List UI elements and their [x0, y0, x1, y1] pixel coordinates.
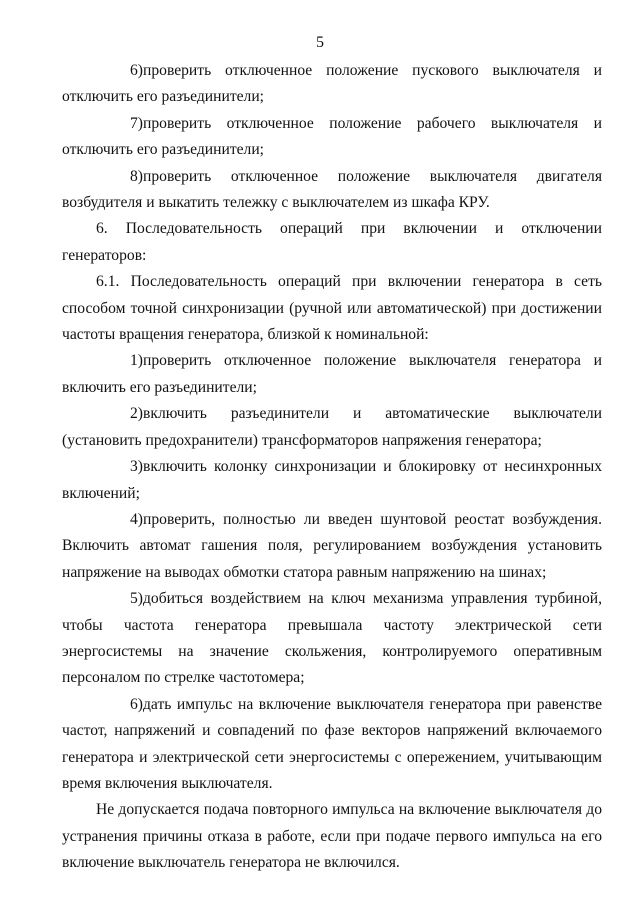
closing-paragraph: Не допускается подача повторного импульса на включение выключателя до устранения причины отказа в работе, если при подаче первого импульса на его включение выключатель генератора не включился.	[62, 801, 602, 872]
list-item-number: 5)	[130, 590, 143, 608]
list-item-2-voltage-transformers	[62, 401, 602, 454]
list-item-text: проверить отключенное положение пускового выключателя и отключить его разъединители;	[62, 62, 602, 106]
list-item-5-turbine-control	[62, 586, 602, 692]
list-item-1-generator-breaker	[62, 348, 602, 401]
list-item-3-synchronization	[62, 454, 602, 507]
list-item-8-exciter-breaker	[62, 164, 602, 217]
list-item-6-starting-breaker	[62, 58, 602, 111]
list-item-text: добиться воздействием на ключ механизма управления турбиной, чтобы частота генератора превышала частоту электрической сети энергосистемы на значение скольжения, контролируемого оперативным персоналом по стрелке частотомера;	[62, 590, 602, 687]
list-item-4-rheostat	[62, 507, 602, 586]
section-6-1-paragraph: 6.1. Последовательность операций при включении генератора в сеть способом точной синхронизации (ручной или автоматической) при достижении частоты вращения генератора, близкой к номинальной:	[62, 273, 602, 344]
list-item-6-switch-on-impulse	[62, 692, 602, 798]
list-item-text: дать импульс на включение выключателя генератора при равенстве частот, напряжений и совпадений по фазе векторов напряжений включаемого генератора и электрической сети энергосистемы с опережением, учитывающим время включения выключателя.	[62, 695, 602, 792]
document-body	[62, 58, 602, 877]
list-item-7-working-breaker	[62, 111, 602, 164]
list-item-text: проверить отключенное положение рабочего выключателя и отключить его разъединители;	[62, 114, 602, 159]
list-item-text: включить колонку синхронизации и блокировку от несинхронных включений;	[62, 458, 602, 502]
list-item-number: 6)	[130, 695, 143, 713]
section-6-heading: 6. Последовательность операций при включении и отключении генераторов:	[62, 220, 602, 264]
list-item-text: проверить отключенное положение выключателя генератора и включить его разъединители;	[62, 352, 602, 396]
page-number: 5	[316, 34, 324, 51]
list-item-number: 8)	[130, 167, 143, 185]
list-item-number: 4)	[130, 510, 143, 528]
list-item-number: 6)	[130, 62, 143, 79]
list-item-text: включить разъединители и автоматические выключатели (установить предохранители) трансформаторов напряжения генератора;	[62, 405, 602, 449]
list-item-text: проверить, полностью ли введен шунтовой реостат возбуждения. Включить автомат гашения поля, регулированием возбуждения установить напряжение на выводах обмотки статора равным напряжению на шинах;	[62, 510, 602, 581]
list-item-number: 3)	[130, 458, 143, 476]
list-item-number: 7)	[130, 114, 143, 132]
list-item-number: 2)	[130, 405, 143, 423]
list-item-text: проверить отключенное положение выключателя двигателя возбудителя и выкатить тележку с выключателем из шкафа КРУ.	[62, 167, 602, 212]
list-item-number: 1)	[130, 352, 143, 370]
